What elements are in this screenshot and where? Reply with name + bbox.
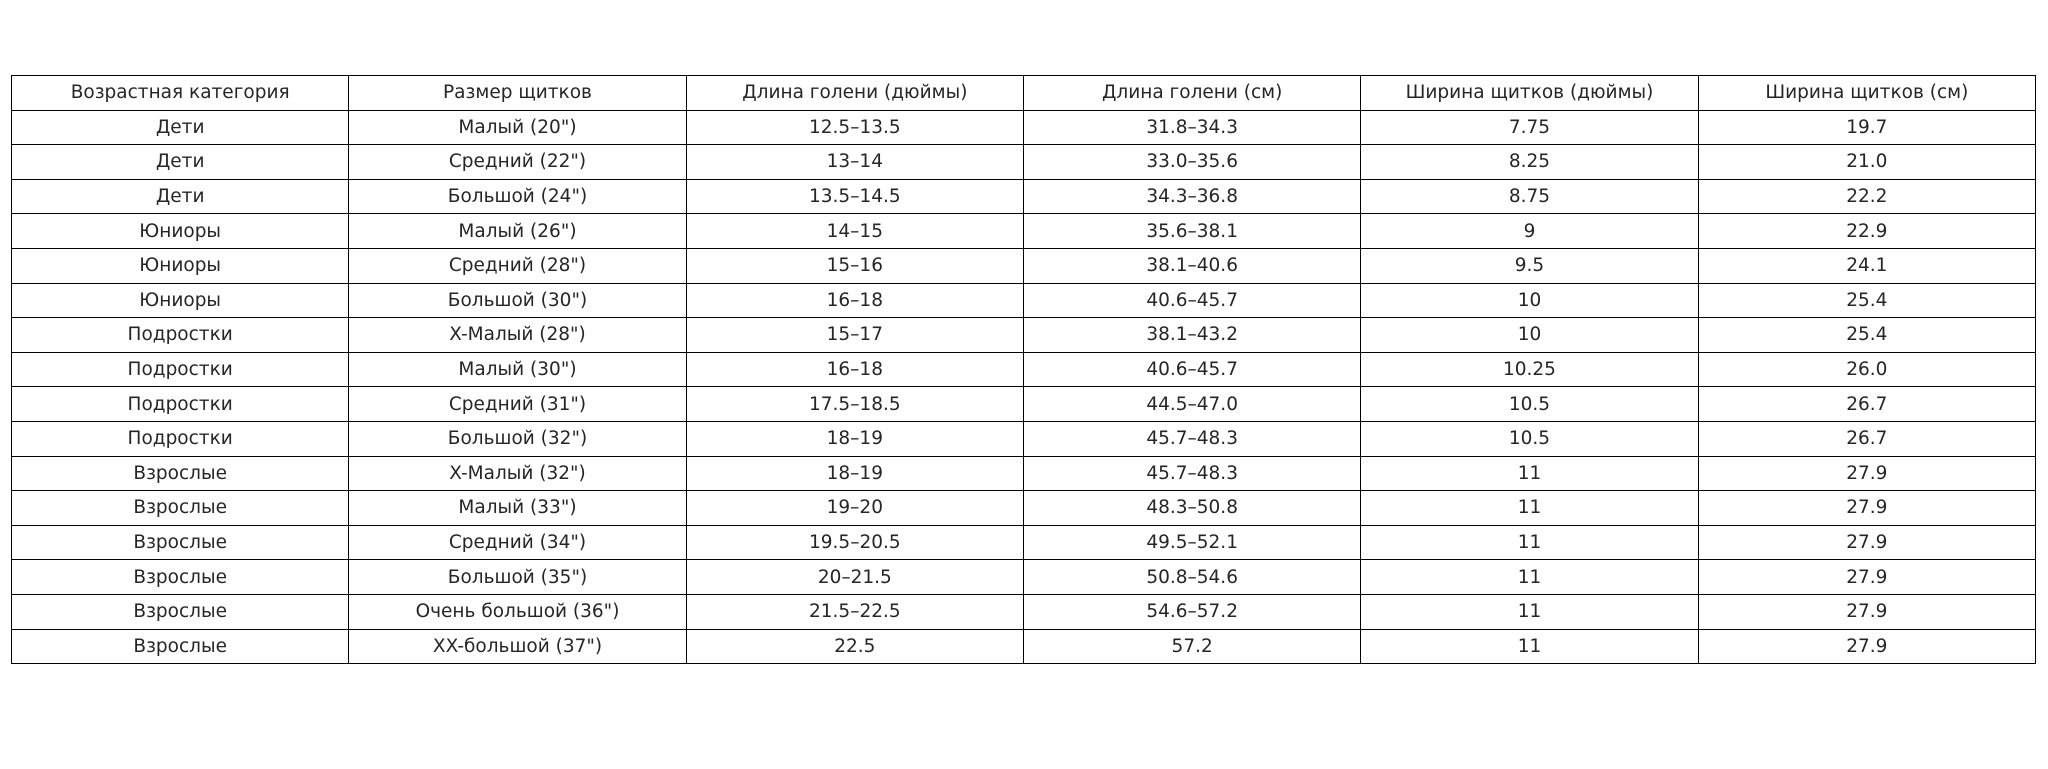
table-row — [12, 283, 2036, 318]
table-row — [12, 145, 2036, 180]
table-cell: 54.6–57.2 — [1023, 594, 1360, 629]
table-cell: 10 — [1361, 318, 1698, 353]
table-row — [12, 525, 2036, 560]
table-row — [12, 352, 2036, 387]
table-cell: 19.7 — [1698, 110, 2035, 145]
table-cell: 11 — [1361, 491, 1698, 526]
table-cell: 34.3–36.8 — [1023, 179, 1360, 214]
table-cell: Дети — [12, 179, 349, 214]
table-cell: Большой (32") — [349, 421, 686, 456]
column-header: Длина голени (дюймы) — [686, 76, 1023, 111]
table-cell: 26.7 — [1698, 387, 2035, 422]
table-cell: 45.7–48.3 — [1023, 456, 1360, 491]
table-body — [12, 110, 2036, 664]
table-cell: 27.9 — [1698, 456, 2035, 491]
table-cell: Средний (22") — [349, 145, 686, 180]
table-cell: Малый (20") — [349, 110, 686, 145]
table-cell: 15–17 — [686, 318, 1023, 353]
table-cell: Дети — [12, 110, 349, 145]
table-cell: 13.5–14.5 — [686, 179, 1023, 214]
table-row — [12, 491, 2036, 526]
table-cell: Юниоры — [12, 283, 349, 318]
column-header: Размер щитков — [349, 76, 686, 111]
table-cell: 22.2 — [1698, 179, 2035, 214]
table-row — [12, 248, 2036, 283]
table-cell: 18–19 — [686, 421, 1023, 456]
table-cell: Юниоры — [12, 248, 349, 283]
table-cell: 49.5–52.1 — [1023, 525, 1360, 560]
table-cell: 15–16 — [686, 248, 1023, 283]
table-row — [12, 318, 2036, 353]
table-cell: 10.5 — [1361, 421, 1698, 456]
table-cell: Большой (35") — [349, 560, 686, 595]
table-cell: Очень большой (36") — [349, 594, 686, 629]
table-cell: 14–15 — [686, 214, 1023, 249]
table-cell: Юниоры — [12, 214, 349, 249]
table-cell: Средний (31") — [349, 387, 686, 422]
table-cell: 24.1 — [1698, 248, 2035, 283]
table-cell: 21.0 — [1698, 145, 2035, 180]
table-row — [12, 110, 2036, 145]
table-cell: Подростки — [12, 387, 349, 422]
table-cell: 31.8–34.3 — [1023, 110, 1360, 145]
table-cell: 16–18 — [686, 283, 1023, 318]
table-cell: 50.8–54.6 — [1023, 560, 1360, 595]
table-cell: 27.9 — [1698, 525, 2035, 560]
table-cell: 13–14 — [686, 145, 1023, 180]
table-cell: X-Малый (32") — [349, 456, 686, 491]
table-row — [12, 179, 2036, 214]
table-cell: 21.5–22.5 — [686, 594, 1023, 629]
table-row — [12, 594, 2036, 629]
table-cell: 9 — [1361, 214, 1698, 249]
table-cell: 11 — [1361, 456, 1698, 491]
table-cell: 22.9 — [1698, 214, 2035, 249]
table-cell: 35.6–38.1 — [1023, 214, 1360, 249]
table-cell: 38.1–40.6 — [1023, 248, 1360, 283]
table-cell: 48.3–50.8 — [1023, 491, 1360, 526]
table-cell: 57.2 — [1023, 629, 1360, 664]
table-cell: Большой (24") — [349, 179, 686, 214]
column-header: Ширина щитков (см) — [1698, 76, 2035, 111]
table-cell: Подростки — [12, 421, 349, 456]
table-cell: 8.25 — [1361, 145, 1698, 180]
table-cell: Взрослые — [12, 629, 349, 664]
table-cell: Взрослые — [12, 456, 349, 491]
table-cell: X-Малый (28") — [349, 318, 686, 353]
table-cell: 9.5 — [1361, 248, 1698, 283]
header-row — [12, 76, 2036, 111]
table-cell: 33.0–35.6 — [1023, 145, 1360, 180]
table-cell: Средний (34") — [349, 525, 686, 560]
table-cell: Взрослые — [12, 491, 349, 526]
table-cell: 22.5 — [686, 629, 1023, 664]
table-cell: Малый (33") — [349, 491, 686, 526]
table-cell: Малый (26") — [349, 214, 686, 249]
table-cell: 40.6–45.7 — [1023, 283, 1360, 318]
table-cell: 19.5–20.5 — [686, 525, 1023, 560]
table-cell: 25.4 — [1698, 318, 2035, 353]
table-cell: 11 — [1361, 594, 1698, 629]
table-cell: 11 — [1361, 629, 1698, 664]
table-cell: 25.4 — [1698, 283, 2035, 318]
table-cell: 27.9 — [1698, 491, 2035, 526]
table-cell: Взрослые — [12, 560, 349, 595]
table-cell: 20–21.5 — [686, 560, 1023, 595]
table-cell: 18–19 — [686, 456, 1023, 491]
size-chart-table — [11, 75, 2036, 664]
table-cell: 10.25 — [1361, 352, 1698, 387]
table-cell: 7.75 — [1361, 110, 1698, 145]
table-cell: Большой (30") — [349, 283, 686, 318]
table-cell: 19–20 — [686, 491, 1023, 526]
column-header: Длина голени (см) — [1023, 76, 1360, 111]
table-cell: 27.9 — [1698, 629, 2035, 664]
table-header — [12, 76, 2036, 111]
table-cell: 45.7–48.3 — [1023, 421, 1360, 456]
table-cell: 8.75 — [1361, 179, 1698, 214]
table-row — [12, 560, 2036, 595]
table-cell: Дети — [12, 145, 349, 180]
table-cell: 38.1–43.2 — [1023, 318, 1360, 353]
table-cell: Взрослые — [12, 594, 349, 629]
table-cell: 10 — [1361, 283, 1698, 318]
table-cell: 26.7 — [1698, 421, 2035, 456]
table-row — [12, 387, 2036, 422]
table-cell: Взрослые — [12, 525, 349, 560]
table-cell: Малый (30") — [349, 352, 686, 387]
table-cell: 26.0 — [1698, 352, 2035, 387]
table-cell: 10.5 — [1361, 387, 1698, 422]
table-row — [12, 214, 2036, 249]
table-cell: 27.9 — [1698, 560, 2035, 595]
table-cell: 16–18 — [686, 352, 1023, 387]
table-cell: 40.6–45.7 — [1023, 352, 1360, 387]
table-cell: Подростки — [12, 318, 349, 353]
table-row — [12, 421, 2036, 456]
column-header: Возрастная категория — [12, 76, 349, 111]
table-cell: XX-большой (37") — [349, 629, 686, 664]
table-cell: Подростки — [12, 352, 349, 387]
table-cell: 12.5–13.5 — [686, 110, 1023, 145]
column-header: Ширина щитков (дюймы) — [1361, 76, 1698, 111]
table-row — [12, 629, 2036, 664]
table-row — [12, 456, 2036, 491]
table-cell: Средний (28") — [349, 248, 686, 283]
table-cell: 11 — [1361, 525, 1698, 560]
table-cell: 17.5–18.5 — [686, 387, 1023, 422]
table-cell: 27.9 — [1698, 594, 2035, 629]
table-cell: 11 — [1361, 560, 1698, 595]
table-cell: 44.5–47.0 — [1023, 387, 1360, 422]
